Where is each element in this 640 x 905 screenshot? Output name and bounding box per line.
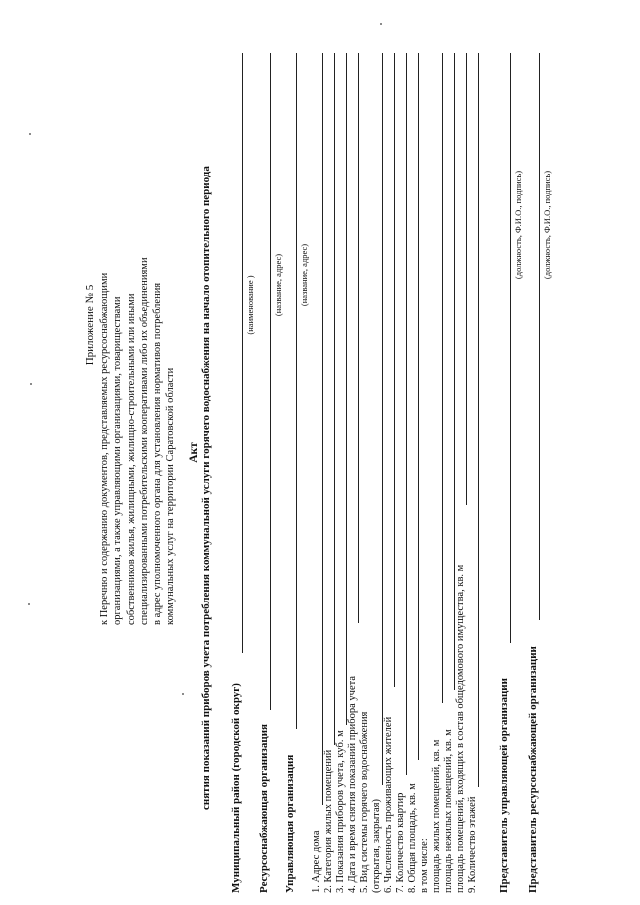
- supplier-caption: (название, адрес): [273, 253, 283, 317]
- appendix-line: коммунальных услуг на территории Саратовской области: [165, 367, 177, 625]
- appendix-line: к Перечню и содержанию документов, представляемых ресурсоснабжающими: [99, 272, 111, 625]
- item-line: [394, 53, 395, 687]
- scan-speck: [182, 693, 184, 695]
- item-including: в том числе:: [419, 838, 430, 893]
- municipality-label: Муниципальный район (городской округ): [230, 683, 242, 893]
- scan-speck: [30, 383, 32, 385]
- item-line: [466, 53, 467, 505]
- item-datetime: 4. Дата и время снятия показаний прибора учета: [347, 676, 358, 893]
- item-line: [346, 53, 347, 725]
- scan-speck: [380, 23, 382, 25]
- act-subtitle: снятия показаний приборов учета потребления коммунальной услуги горячего водоснабжения на начало отопительного периода: [200, 166, 212, 810]
- item-line: [442, 53, 443, 703]
- item-living-area: площадь жилых помещений, кв. м: [431, 739, 442, 893]
- act-title: Акт: [188, 442, 200, 463]
- manager-line: [296, 53, 297, 729]
- item-readings: 3. Показания приборов учета, куб. м: [335, 730, 346, 893]
- manager-signature-caption: (должность, Ф.И.О., подпись): [513, 170, 523, 280]
- item-residents: 6. Численность проживающих жителей: [383, 716, 394, 893]
- item-category: 2. Категория жилых помещений: [323, 749, 334, 893]
- item-line: [358, 53, 359, 623]
- item-common-area: площадь помещений, входящих в состав общедомового имущества, кв. м: [455, 564, 466, 893]
- manager-signature-line: [510, 53, 511, 643]
- appendix-line: специализированными потребительскими кооперативами либо их объединениями: [138, 257, 150, 625]
- item-line: [406, 53, 407, 775]
- item-apartments: 7. Количество квартир: [395, 792, 406, 893]
- item-line: [418, 53, 419, 760]
- item-line: [322, 53, 323, 805]
- scan-speck: [28, 603, 30, 605]
- manager-label: Управляющая организация: [284, 754, 296, 893]
- supplier-line: [270, 53, 271, 710]
- scan-speck: [29, 133, 31, 135]
- supplier-signature-caption: (должность, Ф.И.О., подпись): [542, 170, 552, 280]
- supplier-label: Ресурсоснабжающая организация: [258, 724, 270, 893]
- manager-caption: (название, адрес): [299, 243, 309, 307]
- item-system-type: 5. Вид системы горячего водоснабжения: [359, 711, 370, 893]
- appendix-title: Приложение № 5: [84, 284, 96, 366]
- item-line: [478, 53, 479, 787]
- manager-representative-label: Представитель управляющей организации: [498, 678, 510, 893]
- supplier-representative-label: Представитель ресурсоснабжающей организации: [527, 646, 539, 893]
- item-total-area: 8. Общая площадь, кв. м: [407, 783, 418, 893]
- appendix-line: организациями, а также управляющими организациями, товариществами: [112, 296, 124, 625]
- item-address: 1. Адрес дома: [311, 830, 322, 893]
- appendix-line: собственников жилья, жилищными, жилищно-строительными или иными: [125, 293, 137, 625]
- municipality-caption: (наименование ): [245, 275, 255, 335]
- appendix-line: в адрес уполномоченного органа для установления нормативов потребления: [152, 282, 164, 625]
- supplier-signature-line: [539, 53, 540, 620]
- item-line: [334, 53, 335, 745]
- item-nonliving-area: площадь нежилых помещений, кв. м: [443, 729, 454, 893]
- municipality-line: [242, 53, 243, 653]
- item-line: [382, 53, 383, 785]
- appendix-header: [84, 25, 177, 625]
- item-system-type-note: (открытая, закрытая): [371, 799, 382, 893]
- item-floors: 9. Количество этажей: [467, 796, 478, 893]
